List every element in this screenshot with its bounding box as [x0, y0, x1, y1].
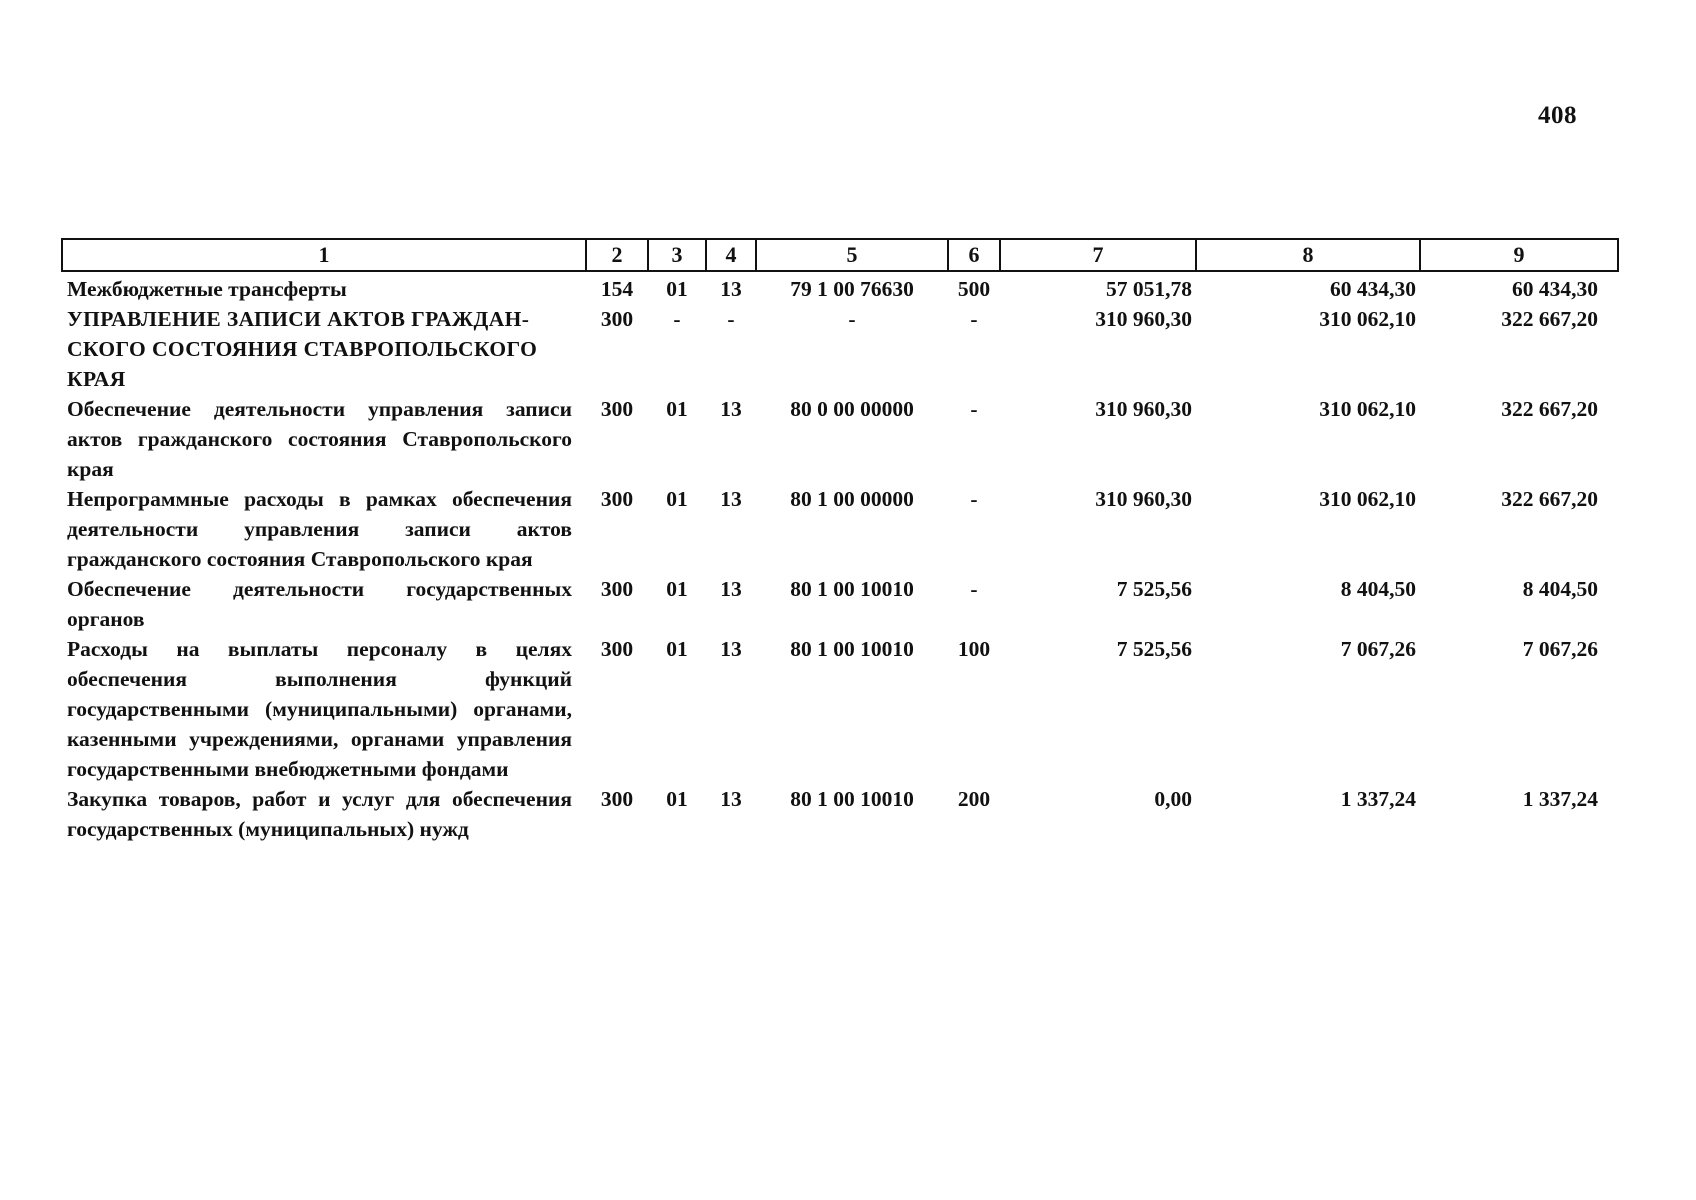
header-col-8: 8: [1196, 239, 1420, 271]
row-name: Межбюджетные трансферты: [67, 277, 347, 301]
cell-col-6: 200: [957, 787, 991, 811]
table-header: [62, 239, 1618, 271]
cell-col-8: 310 062,10: [1319, 397, 1416, 421]
table-row: [62, 574, 1618, 634]
cell-col-3: 01: [666, 787, 688, 811]
header-col-9: 9: [1420, 239, 1618, 271]
row-name: Обеспечение деятельности государственных органов: [67, 577, 572, 631]
cell-col-2: 300: [600, 397, 634, 421]
cell-col-5: 80 1 00 00000: [790, 487, 914, 511]
cell-col-3: 01: [666, 637, 688, 661]
cell-col-7: 310 960,30: [1095, 397, 1192, 421]
cell-col-8: 310 062,10: [1319, 307, 1416, 331]
table-row: [62, 274, 1618, 304]
cell-col-9: 60 434,30: [1512, 277, 1598, 301]
row-name: УПРАВЛЕНИЕ ЗАПИСИ АКТОВ ГРАЖДАН-СКОГО СОСТОЯНИЯ СТАВРОПОЛЬСКОГО КРАЯ: [67, 307, 538, 391]
row-name: Непрограммные расходы в рамках обеспечения деятельности управления записи актов гражданского состояния Ставропольского края: [67, 487, 572, 571]
cell-col-5: 80 0 00 00000: [790, 397, 914, 421]
cell-col-7: 0,00: [1154, 787, 1192, 811]
cell-col-9: 7 067,26: [1522, 637, 1598, 661]
cell-col-2: 300: [600, 577, 634, 601]
cell-col-6: -: [970, 307, 978, 331]
cell-col-3: 01: [666, 487, 688, 511]
cell-col-6: 100: [957, 637, 991, 661]
table-row: [62, 634, 1618, 784]
cell-col-4: 13: [720, 397, 742, 421]
table-body: [62, 271, 1618, 844]
cell-col-9: 1 337,24: [1522, 787, 1598, 811]
cell-col-5: 80 1 00 10010: [790, 637, 914, 661]
cell-col-4: 13: [720, 787, 742, 811]
cell-col-9: 322 667,20: [1501, 307, 1598, 331]
row-name: Закупка товаров, работ и услуг для обеспечения государственных (муниципальных) нужд: [67, 787, 572, 841]
cell-col-8: 7 067,26: [1340, 637, 1416, 661]
row-name: Расходы на выплаты персоналу в целях обеспечения выполнения функций государственными (муниципальными) органами, казенными учреждениями, органами управления государственными внебюджетными фондами: [67, 637, 572, 781]
cell-col-6: -: [970, 577, 978, 601]
cell-col-7: 7 525,56: [1116, 577, 1192, 601]
cell-col-4: 13: [720, 487, 742, 511]
cell-col-4: 13: [720, 577, 742, 601]
header-col-1: 1: [62, 239, 586, 271]
cell-col-7: 310 960,30: [1095, 487, 1192, 511]
cell-col-8: 60 434,30: [1330, 277, 1416, 301]
budget-table: [61, 238, 1619, 844]
table-row: [62, 394, 1618, 484]
cell-col-9: 8 404,50: [1522, 577, 1598, 601]
cell-col-7: 7 525,56: [1116, 637, 1192, 661]
cell-col-4: 13: [720, 637, 742, 661]
header-col-6: 6: [948, 239, 1000, 271]
cell-col-4: -: [727, 307, 735, 331]
header-col-2: 2: [586, 239, 648, 271]
cell-col-2: 300: [600, 787, 634, 811]
cell-col-6: -: [970, 397, 978, 421]
cell-col-8: 8 404,50: [1340, 577, 1416, 601]
table-row: [62, 304, 1618, 394]
cell-col-3: 01: [666, 277, 688, 301]
cell-col-5: 80 1 00 10010: [790, 787, 914, 811]
cell-col-7: 310 960,30: [1095, 307, 1192, 331]
row-name: Обеспечение деятельности управления записи актов гражданского состояния Ставропольского края: [67, 397, 572, 481]
header-row: [62, 239, 1618, 271]
header-col-4: 4: [706, 239, 756, 271]
cell-col-8: 310 062,10: [1319, 487, 1416, 511]
cell-col-8: 1 337,24: [1340, 787, 1416, 811]
cell-col-9: 322 667,20: [1501, 487, 1598, 511]
header-col-7: 7: [1000, 239, 1196, 271]
cell-col-7: 57 051,78: [1106, 277, 1192, 301]
cell-col-3: -: [673, 307, 681, 331]
cell-col-5: 79 1 00 76630: [790, 277, 914, 301]
cell-col-5: 80 1 00 10010: [790, 577, 914, 601]
header-col-5: 5: [756, 239, 948, 271]
cell-col-2: 154: [600, 277, 634, 301]
cell-col-9: 322 667,20: [1501, 397, 1598, 421]
cell-col-3: 01: [666, 397, 688, 421]
cell-col-6: -: [970, 487, 978, 511]
cell-col-4: 13: [720, 277, 742, 301]
cell-col-3: 01: [666, 577, 688, 601]
cell-col-2: 300: [600, 307, 634, 331]
header-col-3: 3: [648, 239, 706, 271]
cell-col-6: 500: [957, 277, 991, 301]
page-number: 408: [1538, 102, 1577, 129]
table-row: [62, 784, 1618, 844]
cell-col-2: 300: [600, 637, 634, 661]
cell-col-5: -: [848, 307, 856, 331]
cell-col-2: 300: [600, 487, 634, 511]
table-row: [62, 484, 1618, 574]
